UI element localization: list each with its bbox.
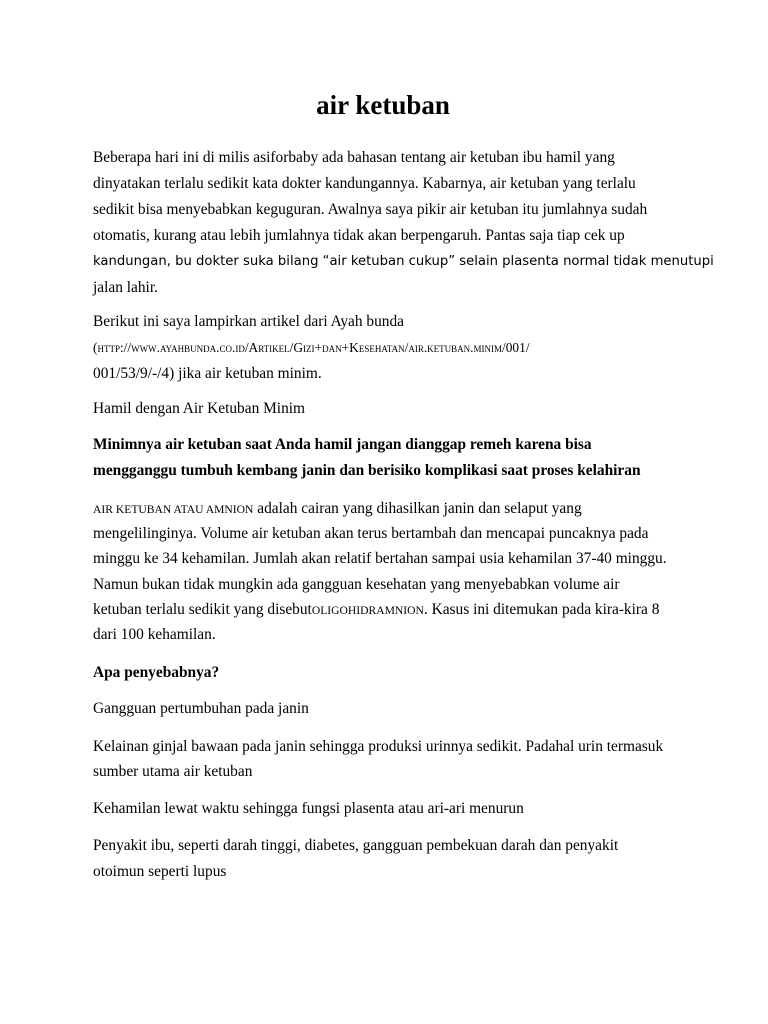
text-line: mengelilinginya. Volume air ketuban akan terus bertambah dan mencapai puncaknya pada: [93, 525, 649, 543]
text-line: Kelainan ginjal bawaan pada janin sehingga produksi urinnya sedikit. Padahal urin termasuk: [93, 738, 664, 755]
text-line: kandungan, bu dokter suka bilang “air ketuban cukup” selain plasenta normal tidak menutupi: [93, 254, 714, 269]
document-title: air ketuban: [316, 90, 450, 120]
text-segment: . Kasus ini ditemukan pada kira-kira 8: [423, 600, 660, 618]
text-line: dinyatakan terlalu sedikit kata dokter kandungannya. Kabarnya, air ketuban yang terlalu: [93, 175, 636, 192]
text-line: jalan lahir.: [93, 279, 158, 296]
text-line: mengganggu tumbuh kembang janin dan berisiko komplikasi saat proses kelahiran: [93, 462, 641, 479]
lead-paragraph: [93, 432, 673, 484]
small-caps-term: AIR KETUBAN ATAU AMNION: [93, 503, 254, 516]
text-line: Minimnya air ketuban saat Anda hamil jangan dianggap remeh karena bisa: [93, 436, 592, 453]
text-line: minggu ke 34 kehamilan. Jumlah akan relatif bertahan sampai usia kehamilan 37-40 minggu.: [93, 550, 667, 568]
cause-item-1: [93, 696, 673, 722]
text-line: Hamil dengan Air Ketuban Minim: [93, 400, 306, 417]
question-heading: [93, 660, 673, 686]
cause-item-4: [93, 833, 673, 885]
cause-item-3: [93, 796, 673, 822]
text-line: otoimun seperti lupus: [93, 863, 227, 880]
text-line: Gangguan pertumbuhan pada janin: [93, 700, 309, 717]
article-url[interactable]: (http://www.ayahbunda.co.id/Artikel/Gizi+dan+Kesehatan/air.ketuban.minim/001/: [93, 340, 530, 355]
text-line: dari 100 kehamilan.: [93, 625, 216, 643]
reference-paragraph: [93, 309, 673, 387]
text-line: [93, 597, 673, 622]
cause-item-2: [93, 735, 673, 784]
text-line: Penyakit ibu, seperti darah tinggi, diabetes, gangguan pembekuan darah dan penyakit: [93, 837, 619, 854]
text-line: [93, 496, 673, 521]
definition-paragraph: [93, 496, 673, 647]
text-segment: adalah cairan yang dihasilkan janin dan selaput yang: [253, 500, 582, 517]
text-line: sedikit bisa menyebabkan keguguran. Awalnya saya pikir air ketuban itu jumlahnya sudah: [93, 201, 648, 218]
text-line: Kehamilan lewat waktu sehingga fungsi plasenta atau ari-ari menurun: [93, 800, 524, 817]
text-line: sumber utama air ketuban: [93, 762, 253, 780]
text-line: Namun bukan tidak mungkin ada gangguan kesehatan yang menyebabkan volume air: [93, 575, 620, 593]
text-line: otomatis, kurang atau lebih jumlahnya tidak akan berpengaruh. Pantas saja tiap cek up: [93, 227, 625, 244]
text-line: Apa penyebabnya?: [93, 664, 220, 681]
text-segment: ketuban terlalu sedikit yang disebut: [93, 600, 312, 618]
intro-paragraph: [93, 145, 714, 301]
section-heading: [93, 396, 673, 422]
text-line: 001/53/9/-/4) jika air ketuban minim.: [93, 365, 322, 382]
text-line: Beberapa hari ini di milis asiforbaby ada bahasan tentang air ketuban ibu hamil yang: [93, 149, 615, 166]
text-line: Berikut ini saya lampirkan artikel dari Ayah bunda: [93, 313, 405, 330]
small-caps-term: OLIGOHIDRAMNION: [311, 603, 424, 617]
